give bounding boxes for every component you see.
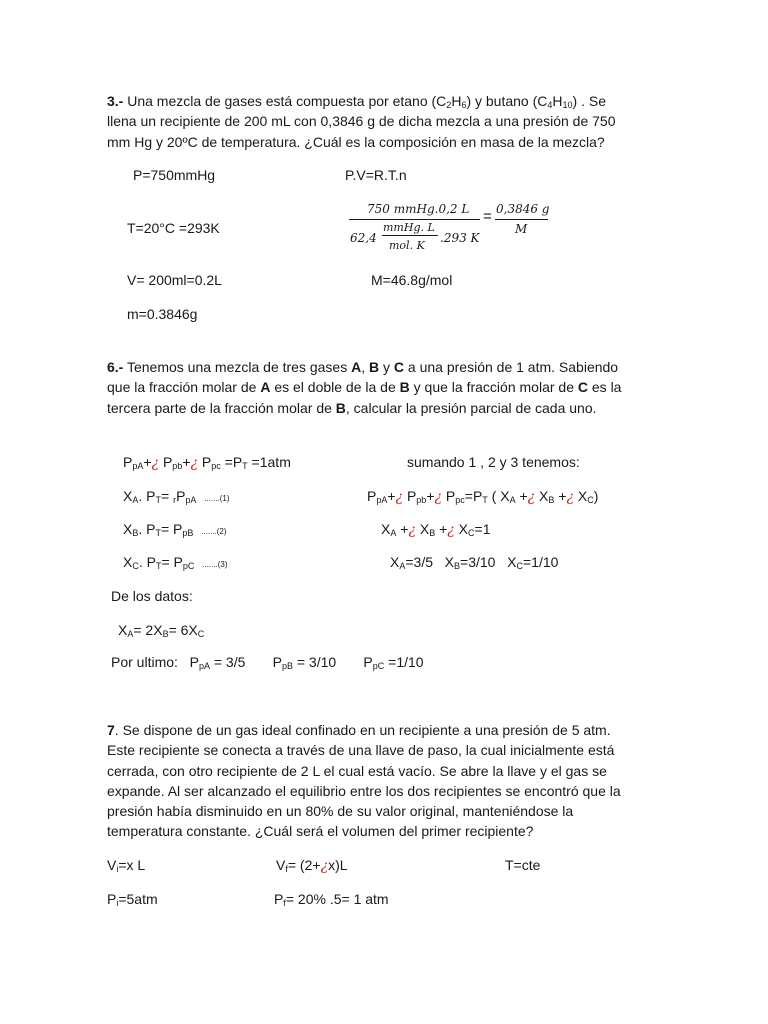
h6-text: H	[451, 93, 462, 109]
p3-ideal-gas: P.V=R.T.n	[345, 167, 407, 183]
p7-line-1: . Se dispone de un gas ideal confinado en un recipiente a una presión de 5 atm.	[114, 722, 611, 738]
comma: ,	[361, 359, 370, 375]
p6-sum-label: sumando 1 , 2 y 3 tenemos:	[407, 454, 580, 470]
p3-temperature: T=20°C =293K	[127, 220, 220, 236]
gas-a: A	[351, 359, 362, 375]
sub-10: 10	[562, 100, 573, 110]
gas-c: C	[577, 379, 588, 396]
eq-den-a: 62,4	[350, 231, 377, 245]
sub-6: 6	[461, 100, 467, 110]
eq-rhs-den: M	[515, 222, 528, 236]
gas-b: B	[335, 399, 346, 416]
p7-line-6: temperatura constante. ¿Cuál será el volumen del primer recipiente?	[107, 823, 534, 840]
p7-line-3: cerrada, con otro recipiente de 2 L el cual está vacío. Se abre la llave y el gas se	[107, 762, 607, 779]
p6-l2a: que la fracción molar de	[107, 379, 261, 396]
p6-l3a: tercera parte de la fracción molar de	[107, 399, 336, 416]
p6-final: Por ultimo: $P_{pA} = 3/5$ $P_{pB} = 3/10$ $P_{pC} =1/10$	[111, 654, 424, 671]
sub-4: 4	[547, 100, 553, 110]
p6-mole-fraction-sum: $X_A$ +¿ $X_B$ +¿ $X_C=1$	[381, 521, 491, 538]
problem-6-number: 6.-	[107, 359, 124, 375]
problem-7-statement	[107, 720, 660, 842]
gas-a: A	[260, 379, 271, 396]
p6-eq-2: $X_B$. $P_T= P_{pB}$ .......(2)	[123, 521, 227, 538]
p3-text-1b: ) y butano (C	[466, 93, 548, 109]
p6-l1b: a una presión de 1 atm. Sabiendo	[404, 359, 619, 375]
p3-volume: V= 200ml=0.2L	[127, 272, 222, 288]
gas-c: C	[393, 359, 405, 375]
p6-eq-3: $X_C$. $P_T= P_{pC}$ .......(3)	[123, 554, 228, 571]
p7-line-4: expande. Al ser alcanzado el equilibrio entre los dos recipientes se encontró que la	[107, 782, 621, 799]
p3-text-1c: ) . Se	[572, 93, 607, 109]
eq-den-inner-num: mmHg. L	[383, 221, 435, 234]
p7-pi: $P_i=5atm$	[107, 891, 158, 908]
p3-molar-mass: M=46.8g/mol	[371, 272, 453, 288]
problem-6-statement	[107, 357, 660, 418]
eq-inner-bar	[382, 235, 438, 236]
p6-l2c: y que la fracción molar de	[409, 379, 578, 396]
p3-line-3: mm Hg y 20ºC de temperatura. ¿Cuál es la composición en masa de la mezcla?	[107, 133, 605, 150]
p6-l1a: Tenemos una mezcla de tres gases	[123, 359, 352, 375]
p3-pressure: P=750mmHg	[133, 167, 216, 183]
p6-eq-1: $X_A$. $P_T= _rP_{pA}$ .......(1)	[123, 488, 230, 505]
h10-text: H	[552, 93, 563, 109]
p7-vi: $V_i=x$ L	[107, 857, 146, 874]
problem-3-statement	[107, 91, 660, 152]
problem-7-number: 7	[107, 722, 115, 738]
gas-b: B	[369, 359, 380, 375]
p3-mass: m=0.3846g	[127, 306, 198, 322]
eq-numerator: 750 mmHg.0,2 L	[367, 202, 470, 216]
p3-line-2: llena un recipiente de 200 mL con 0,3846 g de dicha mezcla a una presión de 750	[107, 113, 616, 130]
eq-equals: =	[483, 208, 492, 225]
sub-2: 2	[446, 100, 452, 110]
p7-line-5: presión había disminuido en un 80% de su valor original, manteniéndose la	[107, 803, 574, 820]
p6-l3b: , calcular la presión parcial de cada uno.	[345, 399, 597, 416]
p3-text-1a: Una mezcla de gases está compuesta por etano (C	[123, 93, 447, 109]
p7-pf: $P_f= 20\%$ .5= 1 atm	[274, 891, 389, 908]
p6-relation: $X_A= 2X_B= 6X_C$	[118, 622, 205, 639]
p6-l2d: es la	[588, 379, 622, 396]
p7-tcte: T=cte	[505, 857, 541, 873]
p6-sum-eq: $P_{pA}+¿$ $P_{pb}+¿$ $P_{pc}=P_T$ ( $X_A$ +¿ $X_B$ +¿ $X_C$)	[367, 488, 599, 505]
gas-b: B	[399, 379, 410, 396]
problem-3-number: 3.-	[107, 93, 124, 109]
p6-sum-partial-pressures: $P_{pA}+¿$ $P_{pb}+¿$ $P_{pc} =P_T =1atm$	[123, 454, 291, 471]
p6-l2b: es el doble de la de	[270, 379, 400, 396]
eq-den-inner-den: mol. K	[389, 239, 425, 252]
eq-den-b: .293 K	[440, 231, 480, 245]
and: y	[379, 359, 394, 375]
p7-vf: $V_f=$ (2+¿x)L	[276, 857, 348, 874]
eq-rhs-num: 0,3846 g	[496, 202, 550, 216]
p7-line-2: Este recipiente se conecta a través de una llave de paso, la cual inicialmente está	[107, 742, 615, 759]
p6-mole-fraction-values: $X_A=3/5$ $X_B=3/10$ $X_C=1/10$	[390, 554, 559, 571]
p6-de-los-datos: De los datos:	[111, 588, 193, 604]
